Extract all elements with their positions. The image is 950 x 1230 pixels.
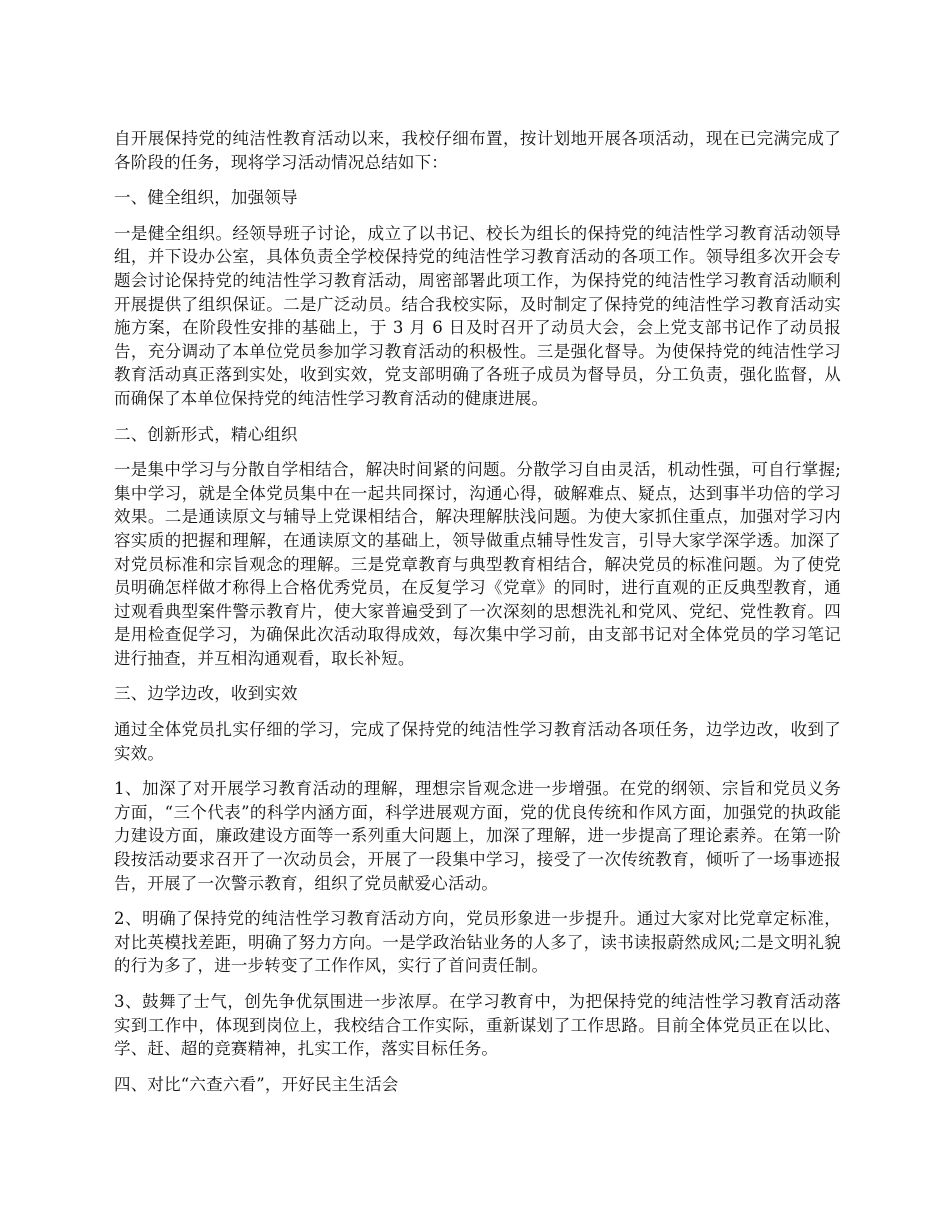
document-body bbox=[114, 127, 841, 1108]
section-1-paragraph: 一是健全组织。经领导班子讨论，成立了以书记、校长为组长的保持党的纯洁性学习教育活动领导组，并下设办公室，具体负责全学校保持党的纯洁性学习教育活动的各项工作。领导组多次开会专题会讨论保持党的纯洁性学习教育活动，周密部署此项工作，为保持党的纯洁性学习教育活动顺利开展提供了组织保证。二是广泛动员。结合我校实际，及时制定了保持党的纯洁性学习教育活动实施方案，在阶段性安排的基础上，于 3 月 6 日及时召开了动员大会，会上党支部书记作了动员报告，充分调动了本单位党员参加学习教育活动的积极性。三是强化督导。为使保持党的纯洁性学习教育活动真正落到实处，收到实效，党支部明确了各班子成员为督导员，分工负责，强化监督，从而确保了本单位保持党的纯洁性学习教育活动的健康进展。 bbox=[114, 223, 841, 408]
section-3-intro-paragraph: 通过全体党员扎实仔细的学习，完成了保持党的纯洁性学习教育活动各项任务，边学边改，收到了实效。 bbox=[114, 720, 841, 763]
section-heading-4: 四、对比“六查六看”，开好民主生活会 bbox=[114, 1074, 399, 1094]
section-heading-3: 三、边学边改，收到实效 bbox=[114, 684, 298, 704]
section-2-paragraph: 一是集中学习与分散自学相结合，解决时间紧的问题。分散学习自由灵活，机动性强，可自行掌握;集中学习，就是全体党员集中在一起共同探讨，沟通心得，破解难点、疑点，达到事半功倍的学习效果。二是通读原文与辅导上党课相结合，解决理解肤浅问题。为使大家抓住重点，加强对学习内容实质的把握和理解，在通读原文的基础上，领导做重点辅导性发言，引导大家学深学透。加深了对党员标准和宗旨观念的理解。三是党章教育与典型教育相结合，解决党员的标准问题。为了使党员明确怎样做才称得上合格优秀党员，在反复学习《党章》的同时，进行直观的正反典型教育，通过观看典型案件警示教育片，使大家普遍受到了一次深刻的思想洗礼和党风、党纪、党性教育。四是用检查促学习，为确保此次活动取得成效，每次集中学习前，由支部书记对全体党员的学习笔记进行抽查，并互相沟通观看，取长补短。 bbox=[114, 460, 841, 668]
section-3-item-2-paragraph: 2、明确了保持党的纯洁性学习教育活动方向，党员形象进一步提升。通过大家对比党章定标准，对比英模找差距，明确了努力方向。一是学政治钻业务的人多了，读书读报蔚然成风;二是文明礼貌的行为多了，进一步转变了工作作风，实行了首问责任制。 bbox=[114, 909, 841, 976]
section-3-item-3-paragraph: 3、鼓舞了士气，创先争优氛围进一步浓厚。在学习教育中，为把保持党的纯洁性学习教育活动落实到工作中，体现到岗位上，我校结合工作实际，重新谋划了工作思路。目前全体党员正在以比、学、赶、超的竞赛精神，扎实工作，落实目标任务。 bbox=[114, 992, 841, 1059]
section-heading-1: 一、健全组织，加强领导 bbox=[114, 188, 298, 208]
section-3-item-1-paragraph: 1、加深了对开展学习教育活动的理解，理想宗旨观念进一步增强。在党的纲领、宗旨和党员义务方面，“三个代表”的科学内涵方面，科学进展观方面，党的优良传统和作风方面，加强党的执政能力建设方面，廉政建设方面等一系列重大问题上，加深了理解，进一步提高了理论素养。在第一阶段按活动要求召开了一次动员会，开展了一段集中学习，接受了一次传统教育，倾听了一场事迹报告，开展了一次警示教育，组织了党员献爱心活动。 bbox=[114, 779, 841, 893]
section-heading-2: 二、创新形式，精心组织 bbox=[114, 424, 298, 444]
intro-paragraph: 自开展保持党的纯洁性教育活动以来，我校仔细布置，按计划地开展各项活动，现在已完满完成了各阶段的任务，现将学习活动情况总结如下： bbox=[114, 129, 841, 172]
